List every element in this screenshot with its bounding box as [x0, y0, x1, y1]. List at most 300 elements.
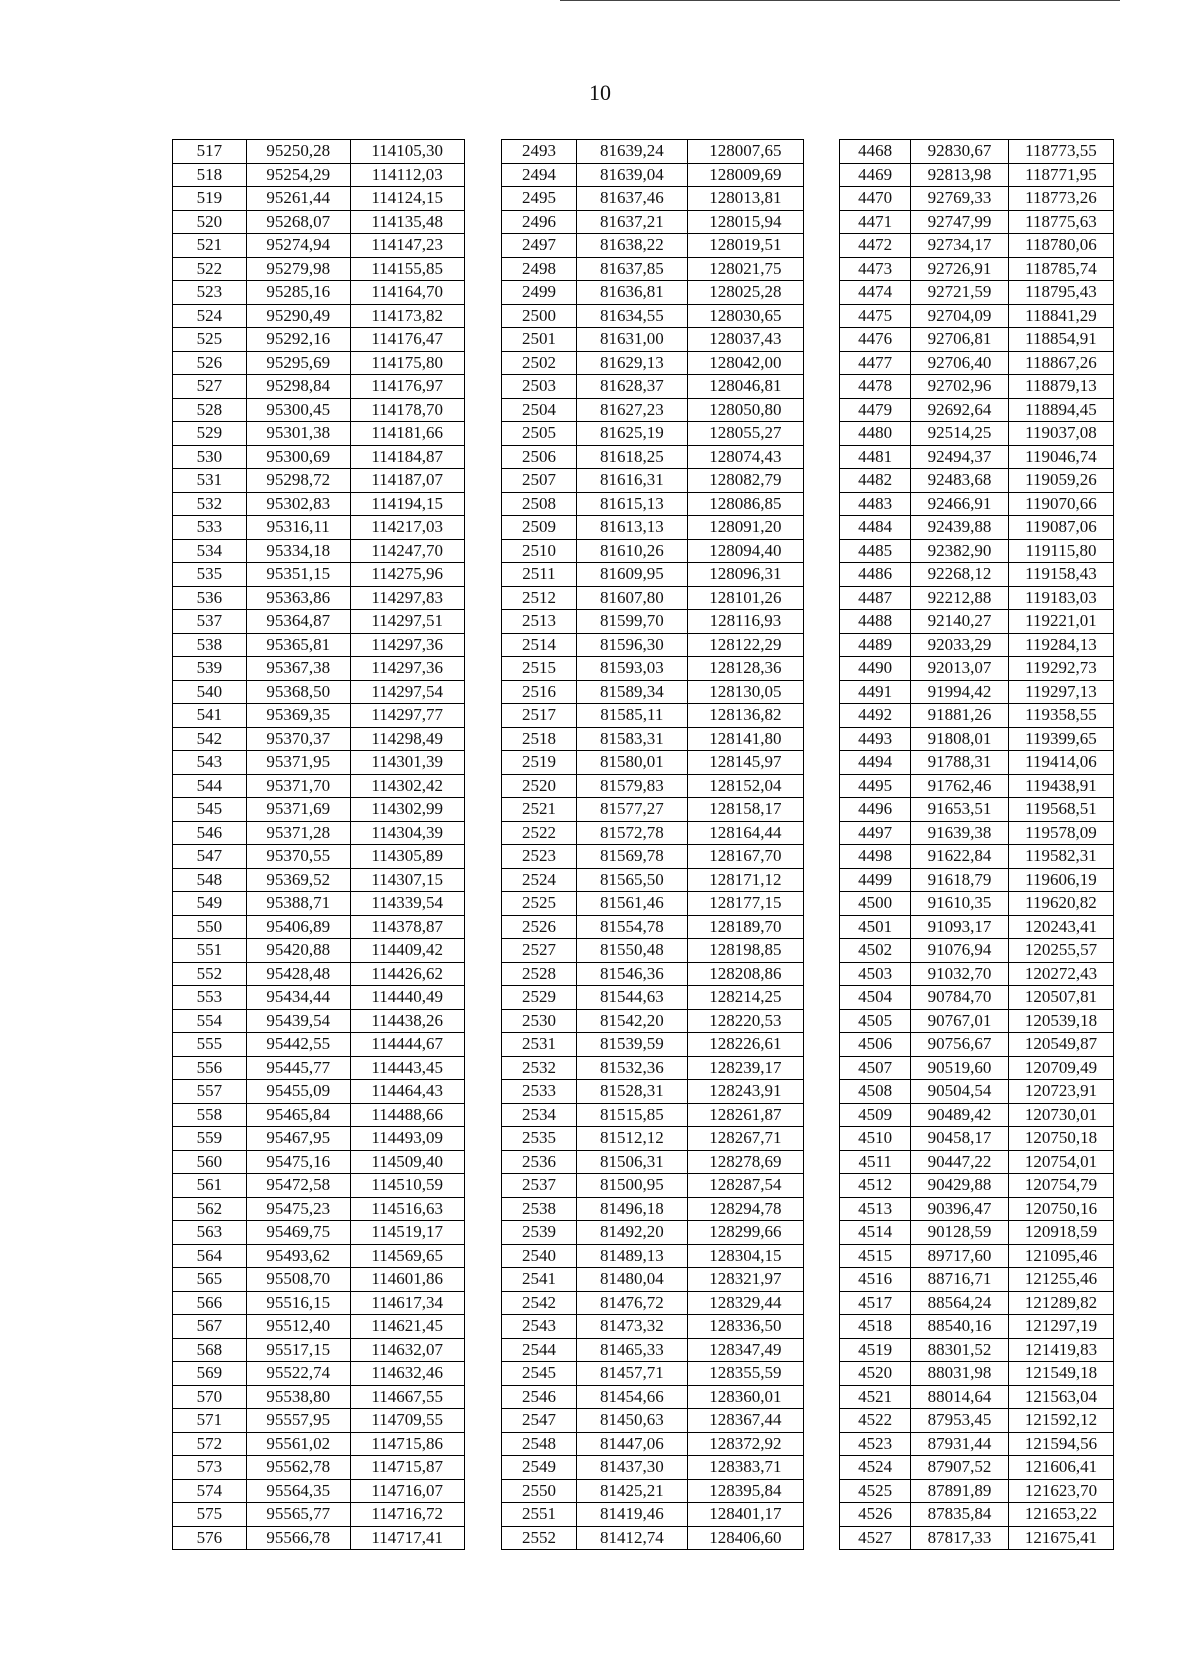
cell-point-number-group-1: 540: [173, 680, 247, 704]
column-separator: [803, 1080, 839, 1104]
cell-x-coordinate-group-1: 95292,16: [246, 328, 350, 352]
cell-point-number-group-1: 551: [173, 939, 247, 963]
cell-y-coordinate-group-1: 114298,49: [350, 727, 464, 751]
cell-point-number-group-3: 4512: [840, 1174, 911, 1198]
cell-point-number-group-2: 2494: [502, 163, 577, 187]
cell-y-coordinate-group-3: 118841,29: [1008, 304, 1113, 328]
cell-y-coordinate-group-2: 128189,70: [687, 915, 803, 939]
column-separator: [803, 633, 839, 657]
column-separator: [803, 1221, 839, 1245]
cell-point-number-group-2: 2524: [502, 868, 577, 892]
column-separator: [803, 586, 839, 610]
column-separator: [464, 633, 501, 657]
cell-y-coordinate-group-1: 114716,72: [350, 1503, 464, 1527]
table-row: [173, 845, 1114, 869]
cell-y-coordinate-group-3: 120918,59: [1008, 1221, 1113, 1245]
column-separator: [803, 1338, 839, 1362]
cell-y-coordinate-group-1: 114426,62: [350, 962, 464, 986]
cell-y-coordinate-group-1: 114488,66: [350, 1103, 464, 1127]
cell-y-coordinate-group-3: 121623,70: [1008, 1479, 1113, 1503]
column-separator: [464, 257, 501, 281]
column-separator: [803, 140, 839, 164]
cell-point-number-group-3: 4470: [840, 187, 911, 211]
cell-x-coordinate-group-2: 81506,31: [576, 1150, 687, 1174]
cell-y-coordinate-group-3: 119284,13: [1008, 633, 1113, 657]
cell-y-coordinate-group-1: 114464,43: [350, 1080, 464, 1104]
cell-point-number-group-3: 4469: [840, 163, 911, 187]
cell-y-coordinate-group-2: 128214,25: [687, 986, 803, 1010]
cell-point-number-group-1: 571: [173, 1409, 247, 1433]
cell-y-coordinate-group-2: 128243,91: [687, 1080, 803, 1104]
cell-x-coordinate-group-1: 95406,89: [246, 915, 350, 939]
table-row: [173, 868, 1114, 892]
column-separator: [803, 1315, 839, 1339]
table-row: [173, 821, 1114, 845]
column-separator: [464, 163, 501, 187]
table-row: [173, 657, 1114, 681]
cell-x-coordinate-group-3: 87953,45: [910, 1409, 1008, 1433]
column-separator: [803, 1127, 839, 1151]
cell-y-coordinate-group-2: 128009,69: [687, 163, 803, 187]
cell-point-number-group-3: 4523: [840, 1432, 911, 1456]
cell-x-coordinate-group-2: 81631,00: [576, 328, 687, 352]
cell-x-coordinate-group-1: 95565,77: [246, 1503, 350, 1527]
cell-x-coordinate-group-3: 91618,79: [910, 868, 1008, 892]
cell-point-number-group-2: 2550: [502, 1479, 577, 1503]
cell-x-coordinate-group-2: 81610,26: [576, 539, 687, 563]
cell-point-number-group-1: 553: [173, 986, 247, 1010]
cell-x-coordinate-group-1: 95363,86: [246, 586, 350, 610]
cell-y-coordinate-group-2: 128025,28: [687, 281, 803, 305]
cell-y-coordinate-group-1: 114509,40: [350, 1150, 464, 1174]
column-separator: [803, 845, 839, 869]
table-row: [173, 1033, 1114, 1057]
cell-y-coordinate-group-2: 128299,66: [687, 1221, 803, 1245]
cell-x-coordinate-group-3: 90128,59: [910, 1221, 1008, 1245]
cell-x-coordinate-group-3: 90756,67: [910, 1033, 1008, 1057]
cell-x-coordinate-group-3: 91622,84: [910, 845, 1008, 869]
cell-x-coordinate-group-3: 91610,35: [910, 892, 1008, 916]
cell-y-coordinate-group-2: 128336,50: [687, 1315, 803, 1339]
cell-y-coordinate-group-1: 114632,07: [350, 1338, 464, 1362]
cell-point-number-group-3: 4488: [840, 610, 911, 634]
cell-point-number-group-2: 2532: [502, 1056, 577, 1080]
cell-point-number-group-3: 4517: [840, 1291, 911, 1315]
cell-y-coordinate-group-3: 119414,06: [1008, 751, 1113, 775]
table-row: [173, 539, 1114, 563]
column-separator: [803, 680, 839, 704]
cell-point-number-group-1: 536: [173, 586, 247, 610]
cell-y-coordinate-group-1: 114519,17: [350, 1221, 464, 1245]
cell-point-number-group-2: 2516: [502, 680, 577, 704]
cell-x-coordinate-group-3: 90489,42: [910, 1103, 1008, 1127]
cell-y-coordinate-group-2: 128239,17: [687, 1056, 803, 1080]
cell-x-coordinate-group-1: 95334,18: [246, 539, 350, 563]
cell-x-coordinate-group-2: 81613,13: [576, 516, 687, 540]
cell-x-coordinate-group-2: 81561,46: [576, 892, 687, 916]
cell-x-coordinate-group-2: 81585,11: [576, 704, 687, 728]
cell-point-number-group-3: 4484: [840, 516, 911, 540]
cell-y-coordinate-group-3: 120549,87: [1008, 1033, 1113, 1057]
cell-x-coordinate-group-2: 81637,85: [576, 257, 687, 281]
table-row: [173, 422, 1114, 446]
cell-x-coordinate-group-2: 81492,20: [576, 1221, 687, 1245]
cell-x-coordinate-group-2: 81589,34: [576, 680, 687, 704]
cell-x-coordinate-group-3: 92212,88: [910, 586, 1008, 610]
cell-x-coordinate-group-1: 95557,95: [246, 1409, 350, 1433]
table-row: [173, 1456, 1114, 1480]
column-separator: [803, 1409, 839, 1433]
cell-point-number-group-3: 4473: [840, 257, 911, 281]
cell-point-number-group-2: 2543: [502, 1315, 577, 1339]
column-separator: [803, 281, 839, 305]
cell-point-number-group-3: 4475: [840, 304, 911, 328]
cell-point-number-group-1: 559: [173, 1127, 247, 1151]
cell-x-coordinate-group-3: 92706,81: [910, 328, 1008, 352]
column-separator: [464, 1244, 501, 1268]
cell-y-coordinate-group-3: 120730,01: [1008, 1103, 1113, 1127]
cell-y-coordinate-group-2: 128304,15: [687, 1244, 803, 1268]
cell-point-number-group-3: 4472: [840, 234, 911, 258]
cell-y-coordinate-group-3: 118773,55: [1008, 140, 1113, 164]
column-separator: [464, 915, 501, 939]
table-row: [173, 1056, 1114, 1080]
cell-y-coordinate-group-2: 128406,60: [687, 1526, 803, 1550]
table-row: [173, 1127, 1114, 1151]
cell-point-number-group-1: 543: [173, 751, 247, 775]
table-row: [173, 1338, 1114, 1362]
table-row: [173, 328, 1114, 352]
cell-y-coordinate-group-1: 114173,82: [350, 304, 464, 328]
cell-point-number-group-2: 2530: [502, 1009, 577, 1033]
table-row: [173, 1503, 1114, 1527]
cell-x-coordinate-group-1: 95371,69: [246, 798, 350, 822]
cell-point-number-group-2: 2517: [502, 704, 577, 728]
cell-x-coordinate-group-1: 95285,16: [246, 281, 350, 305]
cell-x-coordinate-group-1: 95469,75: [246, 1221, 350, 1245]
cell-x-coordinate-group-1: 95566,78: [246, 1526, 350, 1550]
cell-y-coordinate-group-1: 114339,54: [350, 892, 464, 916]
cell-x-coordinate-group-2: 81625,19: [576, 422, 687, 446]
cell-x-coordinate-group-1: 95316,11: [246, 516, 350, 540]
cell-point-number-group-2: 2521: [502, 798, 577, 822]
column-separator: [464, 774, 501, 798]
cell-x-coordinate-group-2: 81496,18: [576, 1197, 687, 1221]
column-separator: [803, 1150, 839, 1174]
cell-x-coordinate-group-1: 95254,29: [246, 163, 350, 187]
column-separator: [803, 539, 839, 563]
cell-point-number-group-1: 573: [173, 1456, 247, 1480]
cell-point-number-group-2: 2495: [502, 187, 577, 211]
cell-y-coordinate-group-3: 118773,26: [1008, 187, 1113, 211]
cell-point-number-group-2: 2514: [502, 633, 577, 657]
cell-point-number-group-3: 4515: [840, 1244, 911, 1268]
column-separator: [803, 398, 839, 422]
cell-y-coordinate-group-2: 128220,53: [687, 1009, 803, 1033]
cell-point-number-group-1: 565: [173, 1268, 247, 1292]
column-separator: [464, 304, 501, 328]
cell-x-coordinate-group-2: 81542,20: [576, 1009, 687, 1033]
cell-point-number-group-2: 2509: [502, 516, 577, 540]
column-separator: [464, 1103, 501, 1127]
cell-x-coordinate-group-1: 95368,50: [246, 680, 350, 704]
cell-point-number-group-1: 570: [173, 1385, 247, 1409]
cell-x-coordinate-group-1: 95517,15: [246, 1338, 350, 1362]
cell-x-coordinate-group-2: 81512,12: [576, 1127, 687, 1151]
cell-point-number-group-2: 2500: [502, 304, 577, 328]
cell-x-coordinate-group-3: 92033,29: [910, 633, 1008, 657]
cell-point-number-group-2: 2505: [502, 422, 577, 446]
cell-y-coordinate-group-1: 114717,41: [350, 1526, 464, 1550]
cell-x-coordinate-group-2: 81579,83: [576, 774, 687, 798]
column-separator: [803, 1103, 839, 1127]
cell-point-number-group-3: 4482: [840, 469, 911, 493]
cell-x-coordinate-group-3: 87931,44: [910, 1432, 1008, 1456]
cell-y-coordinate-group-2: 128096,31: [687, 563, 803, 587]
cell-y-coordinate-group-1: 114147,23: [350, 234, 464, 258]
column-separator: [803, 704, 839, 728]
column-separator: [464, 1362, 501, 1386]
column-separator: [803, 422, 839, 446]
cell-y-coordinate-group-3: 118867,26: [1008, 351, 1113, 375]
cell-point-number-group-3: 4501: [840, 915, 911, 939]
table-row: [173, 516, 1114, 540]
column-separator: [464, 1315, 501, 1339]
cell-x-coordinate-group-3: 91762,46: [910, 774, 1008, 798]
cell-x-coordinate-group-2: 81639,24: [576, 140, 687, 164]
cell-x-coordinate-group-3: 92466,91: [910, 492, 1008, 516]
cell-y-coordinate-group-3: 118771,95: [1008, 163, 1113, 187]
cell-x-coordinate-group-1: 95442,55: [246, 1033, 350, 1057]
cell-y-coordinate-group-2: 128015,94: [687, 210, 803, 234]
column-separator: [803, 821, 839, 845]
cell-point-number-group-1: 525: [173, 328, 247, 352]
cell-y-coordinate-group-3: 118894,45: [1008, 398, 1113, 422]
cell-y-coordinate-group-2: 128007,65: [687, 140, 803, 164]
cell-y-coordinate-group-2: 128401,17: [687, 1503, 803, 1527]
cell-y-coordinate-group-3: 120723,91: [1008, 1080, 1113, 1104]
cell-x-coordinate-group-3: 90504,54: [910, 1080, 1008, 1104]
cell-point-number-group-2: 2513: [502, 610, 577, 634]
cell-x-coordinate-group-3: 88564,24: [910, 1291, 1008, 1315]
column-separator: [803, 986, 839, 1010]
cell-x-coordinate-group-2: 81476,72: [576, 1291, 687, 1315]
cell-x-coordinate-group-3: 89717,60: [910, 1244, 1008, 1268]
cell-y-coordinate-group-2: 128046,81: [687, 375, 803, 399]
cell-x-coordinate-group-3: 90519,60: [910, 1056, 1008, 1080]
cell-x-coordinate-group-3: 90447,22: [910, 1150, 1008, 1174]
cell-y-coordinate-group-3: 119115,80: [1008, 539, 1113, 563]
cell-point-number-group-1: 558: [173, 1103, 247, 1127]
cell-point-number-group-3: 4474: [840, 281, 911, 305]
cell-x-coordinate-group-3: 88301,52: [910, 1338, 1008, 1362]
cell-x-coordinate-group-2: 81628,37: [576, 375, 687, 399]
cell-x-coordinate-group-1: 95512,40: [246, 1315, 350, 1339]
cell-point-number-group-1: 548: [173, 868, 247, 892]
cell-point-number-group-3: 4513: [840, 1197, 911, 1221]
cell-x-coordinate-group-2: 81544,63: [576, 986, 687, 1010]
table-row: [173, 892, 1114, 916]
cell-y-coordinate-group-1: 114438,26: [350, 1009, 464, 1033]
cell-y-coordinate-group-2: 128164,44: [687, 821, 803, 845]
column-separator: [803, 1503, 839, 1527]
cell-x-coordinate-group-3: 92013,07: [910, 657, 1008, 681]
cell-y-coordinate-group-1: 114302,99: [350, 798, 464, 822]
table-row: [173, 1526, 1114, 1550]
cell-y-coordinate-group-1: 114184,87: [350, 445, 464, 469]
cell-y-coordinate-group-2: 128141,80: [687, 727, 803, 751]
cell-x-coordinate-group-1: 95516,15: [246, 1291, 350, 1315]
cell-x-coordinate-group-3: 92382,90: [910, 539, 1008, 563]
cell-point-number-group-3: 4496: [840, 798, 911, 822]
cell-point-number-group-3: 4486: [840, 563, 911, 587]
cell-x-coordinate-group-1: 95279,98: [246, 257, 350, 281]
cell-point-number-group-2: 2504: [502, 398, 577, 422]
cell-point-number-group-2: 2538: [502, 1197, 577, 1221]
cell-y-coordinate-group-2: 128347,49: [687, 1338, 803, 1362]
cell-point-number-group-3: 4481: [840, 445, 911, 469]
cell-x-coordinate-group-1: 95388,71: [246, 892, 350, 916]
cell-y-coordinate-group-3: 118854,91: [1008, 328, 1113, 352]
column-separator: [464, 375, 501, 399]
cell-point-number-group-2: 2501: [502, 328, 577, 352]
cell-y-coordinate-group-2: 128367,44: [687, 1409, 803, 1433]
cell-x-coordinate-group-3: 88031,98: [910, 1362, 1008, 1386]
cell-point-number-group-1: 568: [173, 1338, 247, 1362]
cell-x-coordinate-group-1: 95290,49: [246, 304, 350, 328]
cell-point-number-group-3: 4503: [840, 962, 911, 986]
cell-point-number-group-3: 4510: [840, 1127, 911, 1151]
cell-point-number-group-1: 528: [173, 398, 247, 422]
cell-x-coordinate-group-3: 92769,33: [910, 187, 1008, 211]
table-row: [173, 680, 1114, 704]
cell-y-coordinate-group-2: 128267,71: [687, 1127, 803, 1151]
cell-x-coordinate-group-2: 81639,04: [576, 163, 687, 187]
cell-x-coordinate-group-2: 81596,30: [576, 633, 687, 657]
cell-x-coordinate-group-2: 81572,78: [576, 821, 687, 845]
table-row: [173, 1432, 1114, 1456]
column-separator: [464, 1056, 501, 1080]
cell-x-coordinate-group-1: 95351,15: [246, 563, 350, 587]
cell-y-coordinate-group-3: 120272,43: [1008, 962, 1113, 986]
cell-y-coordinate-group-1: 114302,42: [350, 774, 464, 798]
cell-point-number-group-3: 4476: [840, 328, 911, 352]
column-separator: [464, 398, 501, 422]
cell-y-coordinate-group-2: 128037,43: [687, 328, 803, 352]
cell-y-coordinate-group-1: 114187,07: [350, 469, 464, 493]
cell-y-coordinate-group-1: 114516,63: [350, 1197, 464, 1221]
cell-x-coordinate-group-3: 91076,94: [910, 939, 1008, 963]
cell-y-coordinate-group-2: 128094,40: [687, 539, 803, 563]
cell-x-coordinate-group-2: 81480,04: [576, 1268, 687, 1292]
table-row: [173, 1479, 1114, 1503]
cell-point-number-group-2: 2542: [502, 1291, 577, 1315]
top-rule: [560, 0, 1120, 1]
column-separator: [803, 1244, 839, 1268]
table-row: [173, 304, 1114, 328]
cell-point-number-group-3: 4508: [840, 1080, 911, 1104]
column-separator: [464, 1526, 501, 1550]
table-row: [173, 281, 1114, 305]
column-separator: [803, 1009, 839, 1033]
cell-x-coordinate-group-1: 95538,80: [246, 1385, 350, 1409]
cell-point-number-group-3: 4498: [840, 845, 911, 869]
cell-x-coordinate-group-3: 91093,17: [910, 915, 1008, 939]
column-separator: [803, 1479, 839, 1503]
column-separator: [464, 539, 501, 563]
cell-x-coordinate-group-2: 81627,23: [576, 398, 687, 422]
cell-y-coordinate-group-2: 128294,78: [687, 1197, 803, 1221]
cell-x-coordinate-group-3: 87835,84: [910, 1503, 1008, 1527]
cell-x-coordinate-group-1: 95370,37: [246, 727, 350, 751]
cell-x-coordinate-group-2: 81593,03: [576, 657, 687, 681]
cell-x-coordinate-group-1: 95365,81: [246, 633, 350, 657]
column-separator: [464, 892, 501, 916]
cell-point-number-group-1: 531: [173, 469, 247, 493]
cell-y-coordinate-group-1: 114297,36: [350, 657, 464, 681]
column-separator: [803, 610, 839, 634]
cell-x-coordinate-group-2: 81634,55: [576, 304, 687, 328]
cell-point-number-group-2: 2544: [502, 1338, 577, 1362]
column-separator: [464, 1221, 501, 1245]
cell-x-coordinate-group-2: 81473,32: [576, 1315, 687, 1339]
cell-y-coordinate-group-3: 119221,01: [1008, 610, 1113, 634]
column-separator: [803, 469, 839, 493]
table-row: [173, 1150, 1114, 1174]
cell-point-number-group-1: 518: [173, 163, 247, 187]
cell-point-number-group-3: 4505: [840, 1009, 911, 1033]
cell-point-number-group-2: 2540: [502, 1244, 577, 1268]
cell-point-number-group-1: 534: [173, 539, 247, 563]
cell-point-number-group-1: 521: [173, 234, 247, 258]
table-row: [173, 1362, 1114, 1386]
cell-x-coordinate-group-2: 81638,22: [576, 234, 687, 258]
cell-point-number-group-2: 2527: [502, 939, 577, 963]
table-row: [173, 234, 1114, 258]
cell-y-coordinate-group-1: 114569,65: [350, 1244, 464, 1268]
cell-point-number-group-1: 550: [173, 915, 247, 939]
cell-x-coordinate-group-2: 81629,13: [576, 351, 687, 375]
cell-y-coordinate-group-1: 114155,85: [350, 257, 464, 281]
cell-point-number-group-1: 527: [173, 375, 247, 399]
cell-y-coordinate-group-1: 114135,48: [350, 210, 464, 234]
cell-point-number-group-2: 2493: [502, 140, 577, 164]
cell-point-number-group-1: 539: [173, 657, 247, 681]
cell-x-coordinate-group-3: 88716,71: [910, 1268, 1008, 1292]
cell-point-number-group-3: 4525: [840, 1479, 911, 1503]
table-row: [173, 586, 1114, 610]
cell-y-coordinate-group-3: 121297,19: [1008, 1315, 1113, 1339]
cell-y-coordinate-group-2: 128177,15: [687, 892, 803, 916]
cell-y-coordinate-group-3: 120539,18: [1008, 1009, 1113, 1033]
cell-y-coordinate-group-1: 114297,77: [350, 704, 464, 728]
column-separator: [803, 492, 839, 516]
cell-x-coordinate-group-3: 92734,17: [910, 234, 1008, 258]
cell-x-coordinate-group-1: 95439,54: [246, 1009, 350, 1033]
cell-point-number-group-2: 2552: [502, 1526, 577, 1550]
cell-x-coordinate-group-1: 95475,23: [246, 1197, 350, 1221]
cell-point-number-group-1: 563: [173, 1221, 247, 1245]
cell-x-coordinate-group-1: 95298,84: [246, 375, 350, 399]
cell-x-coordinate-group-2: 81539,59: [576, 1033, 687, 1057]
cell-point-number-group-1: 542: [173, 727, 247, 751]
cell-y-coordinate-group-3: 118780,06: [1008, 234, 1113, 258]
cell-y-coordinate-group-1: 114297,83: [350, 586, 464, 610]
cell-point-number-group-1: 520: [173, 210, 247, 234]
table-row: [173, 375, 1114, 399]
cell-y-coordinate-group-3: 119037,08: [1008, 422, 1113, 446]
cell-x-coordinate-group-2: 81616,31: [576, 469, 687, 493]
